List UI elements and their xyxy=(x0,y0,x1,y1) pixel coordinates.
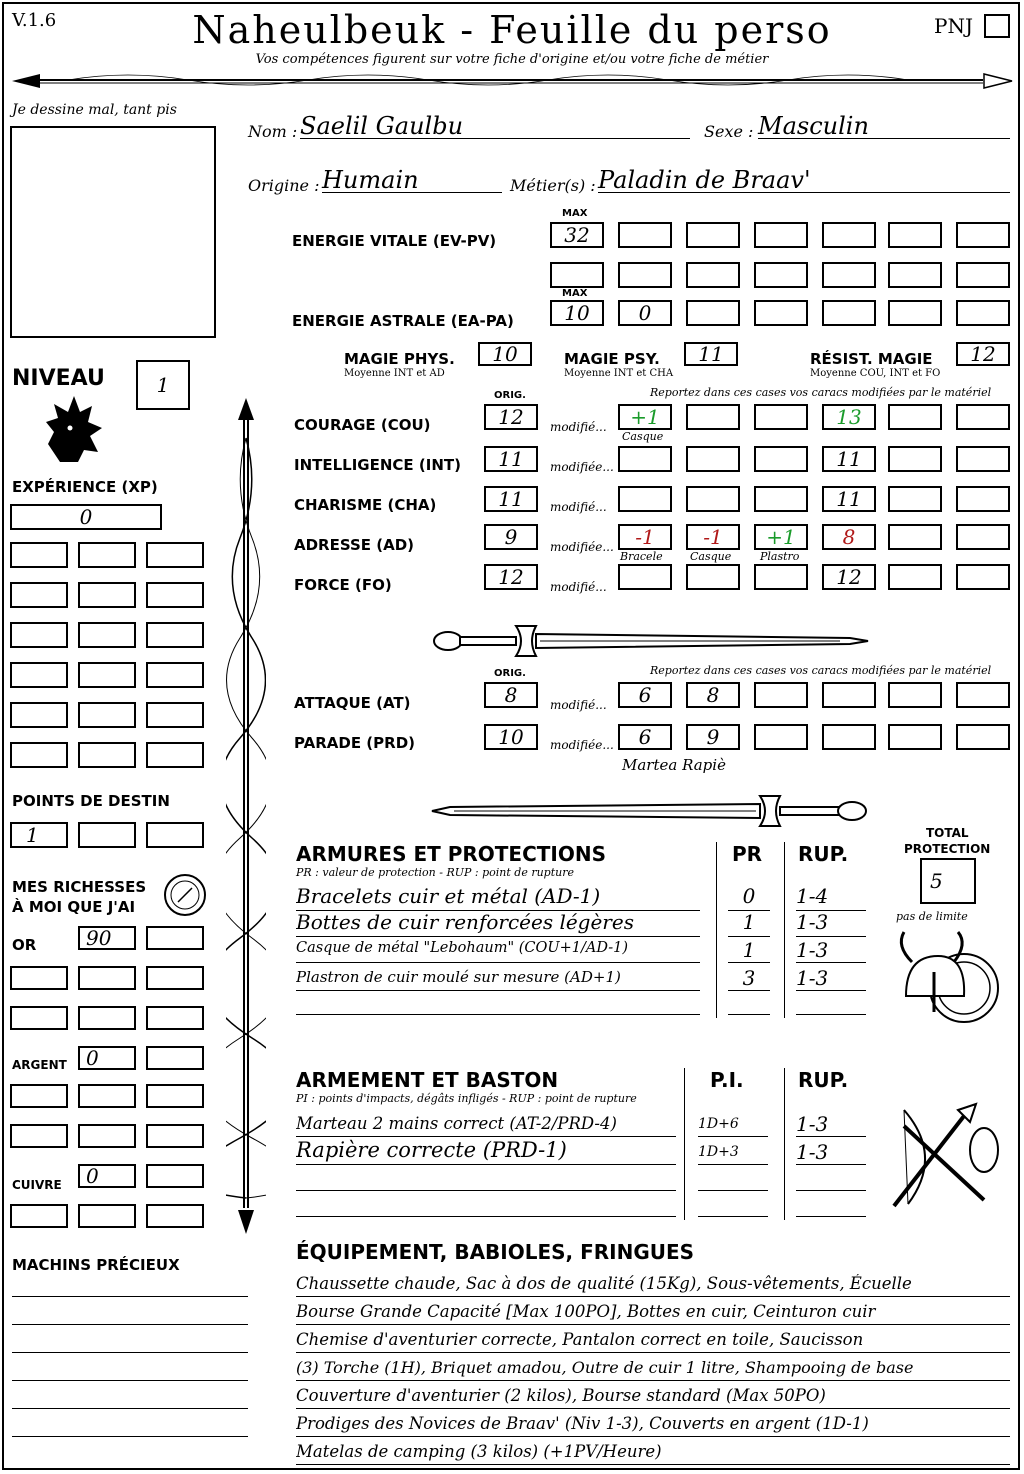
weapon-empty-line[interactable] xyxy=(296,1190,676,1191)
weapons-pi-header: P.I. xyxy=(710,1068,744,1092)
argent-box[interactable] xyxy=(10,1084,68,1108)
equipment-line[interactable]: Couverture d'aventurier (2 kilos), Bourse standard (Max 50PO) xyxy=(296,1386,1010,1409)
armor-item-name[interactable]: Bracelets cuir et métal (AD-1) xyxy=(296,884,700,911)
weapon-item-rup[interactable]: 1-3 xyxy=(796,1140,866,1165)
or-box[interactable] xyxy=(146,1006,204,1030)
sexe-field[interactable]: Masculin xyxy=(758,112,1010,139)
spear-divider-icon xyxy=(8,68,1016,92)
armor-item-pr[interactable]: 1 xyxy=(728,938,770,963)
cha-mod-box[interactable] xyxy=(956,486,1010,512)
prd-box[interactable]: 10 xyxy=(484,724,538,750)
prd-mod-box[interactable] xyxy=(754,724,808,750)
weapon-item-rup[interactable]: 1-3 xyxy=(796,1112,866,1137)
stats-note: Reportez dans ces cases vos caracs modifiées par le matériel xyxy=(650,386,992,399)
destin-box[interactable] xyxy=(78,822,136,848)
at-label: ATTAQUE (AT) xyxy=(294,694,411,712)
prd-mod-box[interactable] xyxy=(888,724,942,750)
ad-mod-note: Bracele xyxy=(620,550,663,563)
ad-mod-note: Plastro xyxy=(760,550,800,563)
total-protection-label-2: PROTECTION xyxy=(904,842,991,856)
armor-item-rup[interactable]: 1-4 xyxy=(796,884,866,911)
xp-grid-box[interactable] xyxy=(10,582,68,608)
weapon-empty-line[interactable] xyxy=(296,1216,676,1217)
cuivre-box[interactable] xyxy=(146,1204,204,1228)
fo-final-box[interactable]: 12 xyxy=(822,564,876,590)
ad-box[interactable]: 9 xyxy=(484,524,538,550)
fo-mod-label: modifié... xyxy=(550,580,607,594)
armor-item-pr[interactable]: 3 xyxy=(728,966,770,991)
niveau-label: NIVEAU xyxy=(12,366,105,391)
fo-mod-box[interactable] xyxy=(956,564,1010,590)
armor-item-rup[interactable]: 1-3 xyxy=(796,938,866,963)
cou-final-box[interactable]: 13 xyxy=(822,404,876,430)
ad-mod-box[interactable]: -1 xyxy=(618,524,672,550)
int-final-box[interactable]: 11 xyxy=(822,446,876,472)
cha-mod-box[interactable] xyxy=(888,486,942,512)
int-mod-box[interactable] xyxy=(956,446,1010,472)
weapons-divider xyxy=(784,1068,785,1220)
portrait-caption: Je dessine mal, tant pis xyxy=(12,102,177,118)
cuivre-box[interactable] xyxy=(10,1204,68,1228)
int-mod-box[interactable] xyxy=(888,446,942,472)
cou-mod-box[interactable] xyxy=(686,404,740,430)
or-box[interactable] xyxy=(146,966,204,990)
prd-mod-label: modifiée... xyxy=(550,738,614,752)
ad-mod-box[interactable]: -1 xyxy=(686,524,740,550)
sexe-label: Sexe : xyxy=(704,122,754,141)
ad-mod-box[interactable] xyxy=(956,524,1010,550)
ev-box[interactable] xyxy=(888,222,942,248)
weapon-item-pi[interactable]: 1D+3 xyxy=(698,1144,768,1165)
or-box[interactable] xyxy=(10,1006,68,1030)
equipment-line[interactable]: (3) Torche (1H), Briquet amadou, Outre de cuir 1 litre, Shampooing de base xyxy=(296,1358,1010,1381)
armor-divider xyxy=(784,842,785,1018)
fo-mod-box[interactable] xyxy=(686,564,740,590)
cuivre-box[interactable] xyxy=(146,1164,204,1188)
ea-box[interactable] xyxy=(686,300,740,326)
fo-box[interactable]: 12 xyxy=(484,564,538,590)
weapons-note: Martea Rapiè xyxy=(622,756,726,774)
argent-box[interactable]: 0 xyxy=(78,1046,136,1070)
fo-mod-box[interactable] xyxy=(888,564,942,590)
ea-box[interactable] xyxy=(754,300,808,326)
armor-pr-header: PR xyxy=(732,842,763,866)
ev-box[interactable] xyxy=(618,222,672,248)
equipment-title: ÉQUIPEMENT, BABIOLES, FRINGUES xyxy=(296,1240,695,1264)
weapons-subtitle: PI : points d'impacts, dégâts infligés - RUP : point de rupture xyxy=(296,1092,637,1105)
portrait-box[interactable] xyxy=(10,126,216,338)
origine-label: Origine : xyxy=(248,176,320,195)
ea-box[interactable] xyxy=(956,300,1010,326)
sheet-subtitle: Vos compétences figurent sur votre fiche d'origine et/ou votre fiche de métier xyxy=(255,52,769,67)
total-protection-box[interactable]: 5 xyxy=(920,858,976,904)
armor-item-pr[interactable]: 1 xyxy=(728,910,770,937)
cha-final-box[interactable]: 11 xyxy=(822,486,876,512)
cha-mod-box[interactable] xyxy=(686,486,740,512)
prd-mod-box[interactable] xyxy=(956,724,1010,750)
pnj-label: PNJ xyxy=(934,14,973,38)
equipment-line[interactable]: Matelas de camping (3 kilos) (+1PV/Heure) xyxy=(296,1442,1010,1465)
int-mod-box[interactable] xyxy=(754,446,808,472)
ev-box[interactable] xyxy=(754,262,808,288)
or-box[interactable] xyxy=(78,1006,136,1030)
argent-box[interactable] xyxy=(146,1084,204,1108)
destin-box[interactable] xyxy=(146,822,204,848)
prd-mod-box[interactable]: 6 xyxy=(618,724,672,750)
weapon-empty-line[interactable] xyxy=(698,1190,768,1191)
at-mod-box[interactable] xyxy=(754,682,808,708)
int-label: INTELLIGENCE (INT) xyxy=(294,456,461,474)
ea-box[interactable] xyxy=(822,300,876,326)
xp-grid-box[interactable] xyxy=(10,662,68,688)
or-box[interactable] xyxy=(146,926,204,950)
ad-mod-box[interactable] xyxy=(888,524,942,550)
at-mod-label: modifié... xyxy=(550,698,607,712)
ea-label: ENERGIE ASTRALE (EA-PA) xyxy=(292,312,514,330)
fo-mod-box[interactable] xyxy=(754,564,808,590)
helmet-shield-icon xyxy=(892,926,1004,1038)
ev-box[interactable] xyxy=(550,262,604,288)
armor-item-name[interactable]: Plastron de cuir moulé sur mesure (AD+1) xyxy=(296,968,700,991)
machins-label: MACHINS PRÉCIEUX xyxy=(12,1256,180,1274)
weapons-rup-header: RUP. xyxy=(798,1068,849,1092)
cha-mod-box[interactable] xyxy=(754,486,808,512)
magie-phys-box[interactable]: 10 xyxy=(478,342,532,366)
ea-max-label: MAX xyxy=(562,288,588,299)
magie-phys-sub: Moyenne INT et AD xyxy=(344,368,445,379)
machins-line[interactable] xyxy=(12,1380,248,1381)
pnj-checkbox[interactable] xyxy=(984,14,1010,38)
argent-box[interactable] xyxy=(146,1124,204,1148)
armor-item-name[interactable]: Bottes de cuir renforcées légères xyxy=(296,910,700,937)
weapons-divider xyxy=(684,1068,685,1220)
ev-box[interactable] xyxy=(686,222,740,248)
argent-box[interactable] xyxy=(78,1124,136,1148)
or-box[interactable] xyxy=(78,966,136,990)
cou-mod-box[interactable] xyxy=(956,404,1010,430)
armor-empty-line[interactable] xyxy=(296,1014,700,1015)
nom-field[interactable]: Saelil Gaulbu xyxy=(300,112,690,139)
weapon-item-pi[interactable]: 1D+6 xyxy=(698,1116,768,1137)
xp-grid-box[interactable] xyxy=(10,702,68,728)
cuivre-box[interactable] xyxy=(78,1204,136,1228)
ev-box[interactable] xyxy=(956,262,1010,288)
ev-max-label: MAX xyxy=(562,208,588,219)
armor-item-rup[interactable]: 1-3 xyxy=(796,910,866,937)
magie-psy-sub: Moyenne INT et CHA xyxy=(564,368,674,379)
ev-box[interactable] xyxy=(754,222,808,248)
dragon-icon xyxy=(40,392,106,464)
resist-magie-label: RÉSIST. MAGIE xyxy=(810,350,933,368)
xp-grid-box[interactable] xyxy=(146,542,204,568)
equipment-line[interactable]: Prodiges des Novices de Braav' (Niv 1-3), Couverts en argent (1D-1) xyxy=(296,1414,1010,1437)
xp-grid-box[interactable] xyxy=(146,662,204,688)
machins-line[interactable] xyxy=(12,1296,248,1297)
cou-mod-box[interactable] xyxy=(888,404,942,430)
niveau-box[interactable]: 1 xyxy=(136,360,190,410)
int-mod-box[interactable] xyxy=(686,446,740,472)
cha-box[interactable]: 11 xyxy=(484,486,538,512)
machins-line[interactable] xyxy=(12,1436,248,1437)
weapon-item-name[interactable]: Rapière correcte (PRD-1) xyxy=(296,1138,676,1165)
weapons-title: ARMEMENT ET BASTON xyxy=(296,1068,559,1092)
ev-box[interactable] xyxy=(822,222,876,248)
armor-item-rup[interactable]: 1-3 xyxy=(796,966,866,991)
ea-max-box[interactable]: 10 xyxy=(550,300,604,326)
prd-label: PARADE (PRD) xyxy=(294,734,416,752)
ev-box[interactable] xyxy=(618,262,672,288)
resist-magie-box[interactable]: 12 xyxy=(956,342,1010,366)
sheet-title: Naheulbeuk - Feuille du perso xyxy=(192,8,832,52)
xp-grid-box[interactable] xyxy=(78,582,136,608)
sword-icon xyxy=(430,790,870,832)
ev-box[interactable] xyxy=(822,262,876,288)
xp-grid-box[interactable] xyxy=(78,662,136,688)
xp-grid-box[interactable] xyxy=(146,622,204,648)
total-protection-label: TOTAL xyxy=(926,826,969,840)
equipment-line[interactable]: Bourse Grande Capacité [Max 100PO], Bottes en cuir, Ceinturon cuir xyxy=(296,1302,1010,1325)
fo-mod-box[interactable] xyxy=(618,564,672,590)
magie-phys-label: MAGIE PHYS. xyxy=(344,350,455,368)
magie-psy-label: MAGIE PSY. xyxy=(564,350,660,368)
coin-icon xyxy=(162,872,208,918)
ad-mod-note: Casque xyxy=(690,550,732,563)
xp-grid-box[interactable] xyxy=(146,582,204,608)
version-label: V.1.6 xyxy=(12,10,57,31)
armor-empty-line[interactable] xyxy=(796,1014,866,1015)
ad-label: ADRESSE (AD) xyxy=(294,536,415,554)
destin-label: POINTS DE DESTIN xyxy=(12,792,170,810)
metier-label: Métier(s) : xyxy=(510,176,596,195)
argent-box[interactable] xyxy=(78,1084,136,1108)
or-label: OR xyxy=(12,936,37,954)
richesses-label-2: À MOI QUE J'AI xyxy=(12,898,136,916)
resist-magie-sub: Moyenne COU, INT et FO xyxy=(810,368,941,379)
xp-grid-box[interactable] xyxy=(10,542,68,568)
armor-subtitle: PR : valeur de protection - RUP : point de rupture xyxy=(296,866,574,879)
at-box[interactable]: 8 xyxy=(484,682,538,708)
at-mod-box[interactable]: 6 xyxy=(618,682,672,708)
ev-label: ENERGIE VITALE (EV-PV) xyxy=(292,232,497,250)
cuivre-label: CUIVRE xyxy=(12,1178,62,1192)
weapon-empty-line[interactable] xyxy=(698,1216,768,1217)
prd-mod-box[interactable] xyxy=(822,724,876,750)
ea-box[interactable] xyxy=(888,300,942,326)
combat-orig-label: ORIG. xyxy=(494,668,526,679)
armor-item-name[interactable]: Casque de métal "Lebohaum" (COU+1/AD-1) xyxy=(296,940,700,963)
xp-grid-box[interactable] xyxy=(146,742,204,768)
weapon-item-name[interactable]: Marteau 2 mains correct (AT-2/PRD-4) xyxy=(296,1114,676,1137)
destin-box[interactable]: 1 xyxy=(10,822,68,848)
xp-grid-box[interactable] xyxy=(146,702,204,728)
staff-icon xyxy=(226,398,266,1238)
armor-item-pr[interactable]: 0 xyxy=(728,884,770,911)
ad-mod-box[interactable]: +1 xyxy=(754,524,808,550)
armor-divider xyxy=(716,842,717,1018)
xp-box[interactable]: 0 xyxy=(10,504,162,530)
ev-max-box[interactable]: 32 xyxy=(550,222,604,248)
fo-label: FORCE (FO) xyxy=(294,576,392,594)
cou-mod-box[interactable] xyxy=(754,404,808,430)
int-mod-label: modifiée... xyxy=(550,460,614,474)
argent-box[interactable] xyxy=(146,1046,204,1070)
cha-label: CHARISME (CHA) xyxy=(294,496,437,514)
cha-mod-label: modifié... xyxy=(550,500,607,514)
prd-mod-box[interactable]: 9 xyxy=(686,724,740,750)
magie-psy-box[interactable]: 11 xyxy=(684,342,738,366)
xp-grid-box[interactable] xyxy=(78,542,136,568)
weapons-icon xyxy=(884,1096,1004,1216)
or-box[interactable] xyxy=(10,966,68,990)
metier-field[interactable]: Paladin de Braav' xyxy=(598,166,1010,193)
armor-rup-header: RUP. xyxy=(798,842,849,866)
xp-grid-box[interactable] xyxy=(10,742,68,768)
weapon-empty-line[interactable] xyxy=(796,1216,866,1217)
orig-label: ORIG. xyxy=(494,390,526,401)
ad-mod-label: modifiée... xyxy=(550,540,614,554)
at-mod-box[interactable] xyxy=(956,682,1010,708)
xp-grid-box[interactable] xyxy=(78,702,136,728)
cha-mod-box[interactable] xyxy=(618,486,672,512)
richesses-label: MES RICHESSES xyxy=(12,878,147,896)
equipment-line[interactable]: Chemise d'aventurier correcte, Pantalon correct en toile, Saucisson xyxy=(296,1330,1010,1353)
weapon-empty-line[interactable] xyxy=(796,1190,866,1191)
cou-mod-box[interactable]: +1 xyxy=(618,404,672,430)
ev-box[interactable] xyxy=(686,262,740,288)
cuivre-box[interactable]: 0 xyxy=(78,1164,136,1188)
at-mod-box[interactable] xyxy=(822,682,876,708)
ev-box[interactable] xyxy=(956,222,1010,248)
int-box[interactable]: 11 xyxy=(484,446,538,472)
equipment-line[interactable]: Chaussette chaude, Sac à dos de qualité (15Kg), Sous-vêtements, Écuelle xyxy=(296,1274,1010,1297)
armor-empty-line[interactable] xyxy=(728,1014,770,1015)
ev-box[interactable] xyxy=(888,262,942,288)
armor-title: ARMURES ET PROTECTIONS xyxy=(296,842,606,866)
machins-line[interactable] xyxy=(12,1324,248,1325)
cou-mod-label: modifié... xyxy=(550,420,607,434)
or-box[interactable]: 90 xyxy=(78,926,136,950)
ea-current-box[interactable]: 0 xyxy=(618,300,672,326)
int-mod-box[interactable] xyxy=(618,446,672,472)
xp-label: EXPÉRIENCE (XP) xyxy=(12,478,158,496)
machins-line[interactable] xyxy=(12,1352,248,1353)
nom-label: Nom : xyxy=(248,122,298,141)
cou-box[interactable]: 12 xyxy=(484,404,538,430)
xp-grid-box[interactable] xyxy=(78,622,136,648)
origine-field[interactable]: Humain xyxy=(322,166,502,193)
at-mod-box[interactable] xyxy=(888,682,942,708)
machins-line[interactable] xyxy=(12,1408,248,1409)
no-limit-note: pas de limite xyxy=(896,910,968,923)
ad-final-box[interactable]: 8 xyxy=(822,524,876,550)
cou-label: COURAGE (COU) xyxy=(294,416,431,434)
xp-grid-box[interactable] xyxy=(78,742,136,768)
combat-note: Reportez dans ces cases vos caracs modifiées par le matériel xyxy=(650,664,992,677)
at-mod-box[interactable]: 8 xyxy=(686,682,740,708)
sword-icon xyxy=(430,620,870,662)
cou-mod-note: Casque xyxy=(622,430,664,443)
argent-label: ARGENT xyxy=(12,1058,67,1072)
argent-box[interactable] xyxy=(10,1124,68,1148)
xp-grid-box[interactable] xyxy=(10,622,68,648)
